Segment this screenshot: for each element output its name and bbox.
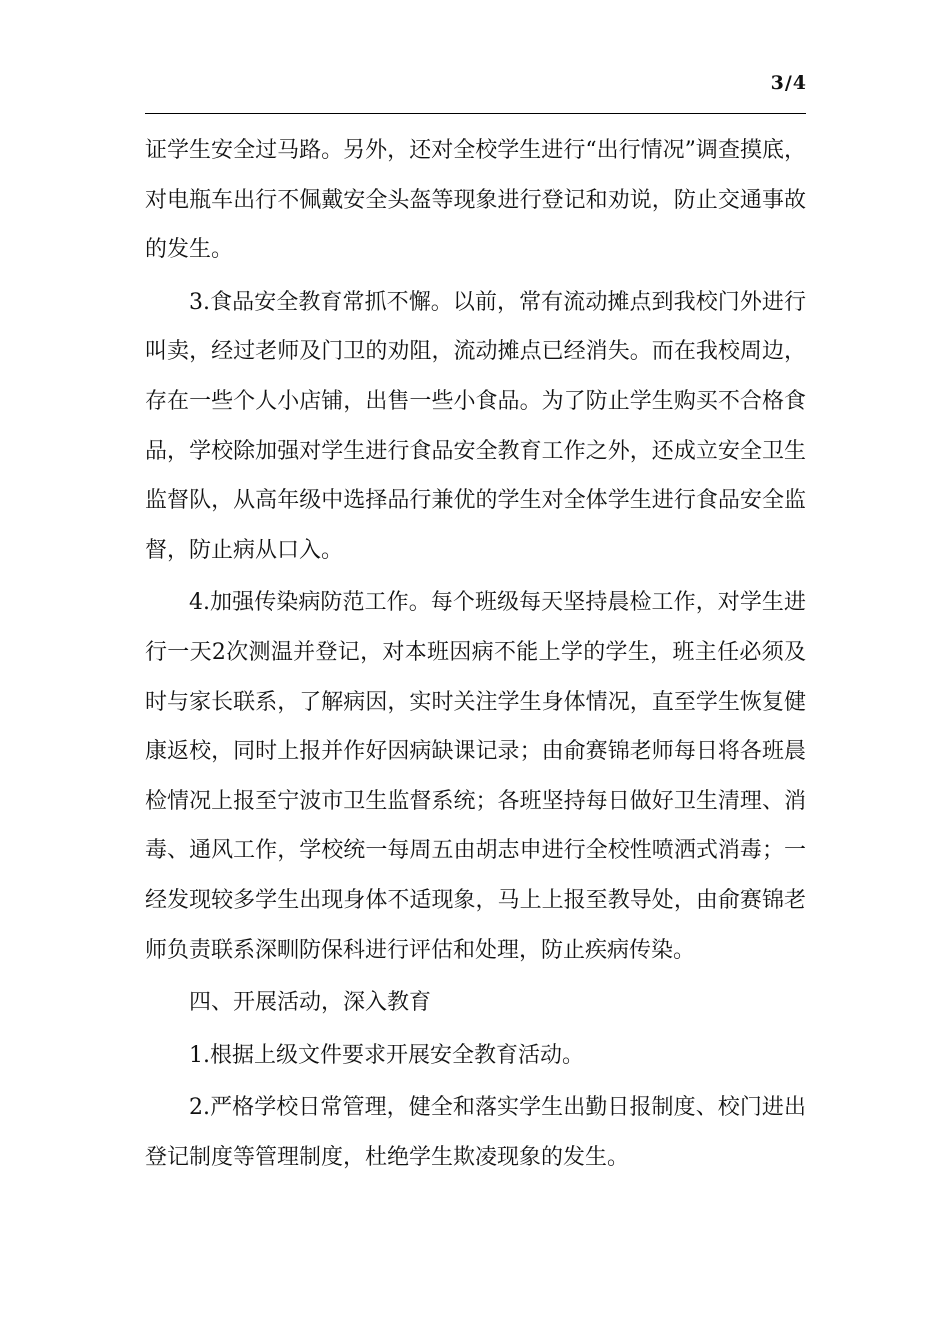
- paragraph-continuation: 证学生安全过马路。另外，还对全校学生进行“出行情况”调查摸底，对电瓶车出行不佩戴安全头盔等现象进行登记和劝说，防止交通事故的发生。: [145, 138, 806, 263]
- paragraph-food-safety: 3.食品安全教育常抓不懈。以前，常有流动摊点到我校门外进行叫卖，经过老师及门卫的劝阻，流动摊点已经消失。而在我校周边，存在一些个人小店铺，出售一些小食品。为了防止学生购买不合格食品，学校除加强对学生进行食品安全教育工作之外，还成立安全卫生监督队，从高年级中选择品行兼优的学生对全体学生进行食品安全监督，防止病从口入。: [145, 289, 806, 563]
- document-body: [145, 126, 806, 1185]
- paragraph-activity-2: 2.严格学校日常管理，健全和落实学生出勤日报制度、校门进出登记制度等管理制度，杜绝学生欺凌现象的发生。: [145, 1095, 806, 1170]
- header-divider: [145, 113, 806, 114]
- section-heading-activities: 四、开展活动，深入教育: [189, 990, 432, 1016]
- page-number: 3/4: [770, 72, 807, 94]
- paragraph-disease-prevention: 4.加强传染病防范工作。每个班级每天坚持晨检工作，对学生进行一天2次测温并登记，对本班因病不能上学的学生，班主任必须及时与家长联系，了解病因，实时关注学生身体情况，直至学生恢复健康返校，同时上报并作好因病缺课记录；由俞赛锦老师每日将各班晨检情况上报至宁波市卫生监督系统；各班坚持每日做好卫生清理、消毒、通风工作，学校统一每周五由胡志申进行全校性喷洒式消毒；一经发现较多学生出现身体不适现象，马上上报至教导处，由俞赛锦老师负责联系深甽防保科进行评估和处理，防止疾病传染。: [145, 590, 806, 963]
- paragraph-activity-1: 1.根据上级文件要求开展安全教育活动。: [189, 1042, 584, 1068]
